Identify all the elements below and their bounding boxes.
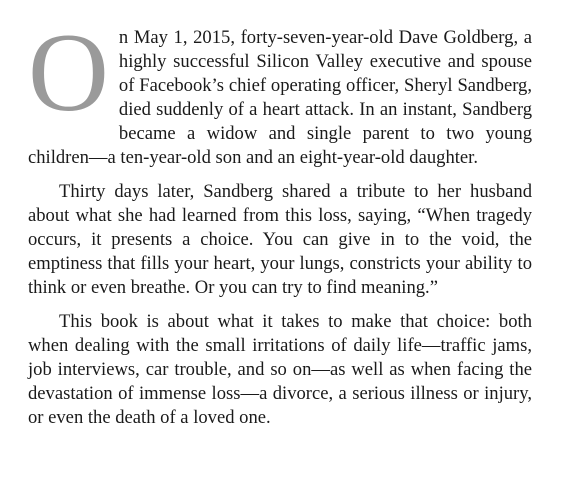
drop-cap-letter: O (28, 11, 109, 135)
book-page (28, 11, 532, 430)
paragraph-3: This book is about what it takes to make that choice: both when dealing with the small irritations of daily life—traffic jams, job interviews, car trouble, and so on—as well as when facing the devastation of immense loss—a divorce, a serious illness or injury, or even the death of a loved one. (28, 311, 532, 428)
paragraph-1-text: n May 1, 2015, forty-seven-year-old Dave Goldberg, a highly successful Silicon Valley executive and spouse of Facebook’s chief operating officer, Sheryl Sandberg, died suddenly of a heart attack. In an instant, Sandberg became a widow and single parent to two young children—a ten-year-old son and an eight-year-old daughter. (28, 27, 532, 168)
paragraph-2: Thirty days later, Sandberg shared a tribute to her husband about what she had learned from this loss, saying, “When tragedy occurs, it presents a choice. You can give in to the void, the emptiness that fills your heart, your lungs, constricts your ability to think or even breathe. Or you can try to find meaning.” (28, 181, 532, 298)
paragraph-1 (28, 11, 532, 170)
